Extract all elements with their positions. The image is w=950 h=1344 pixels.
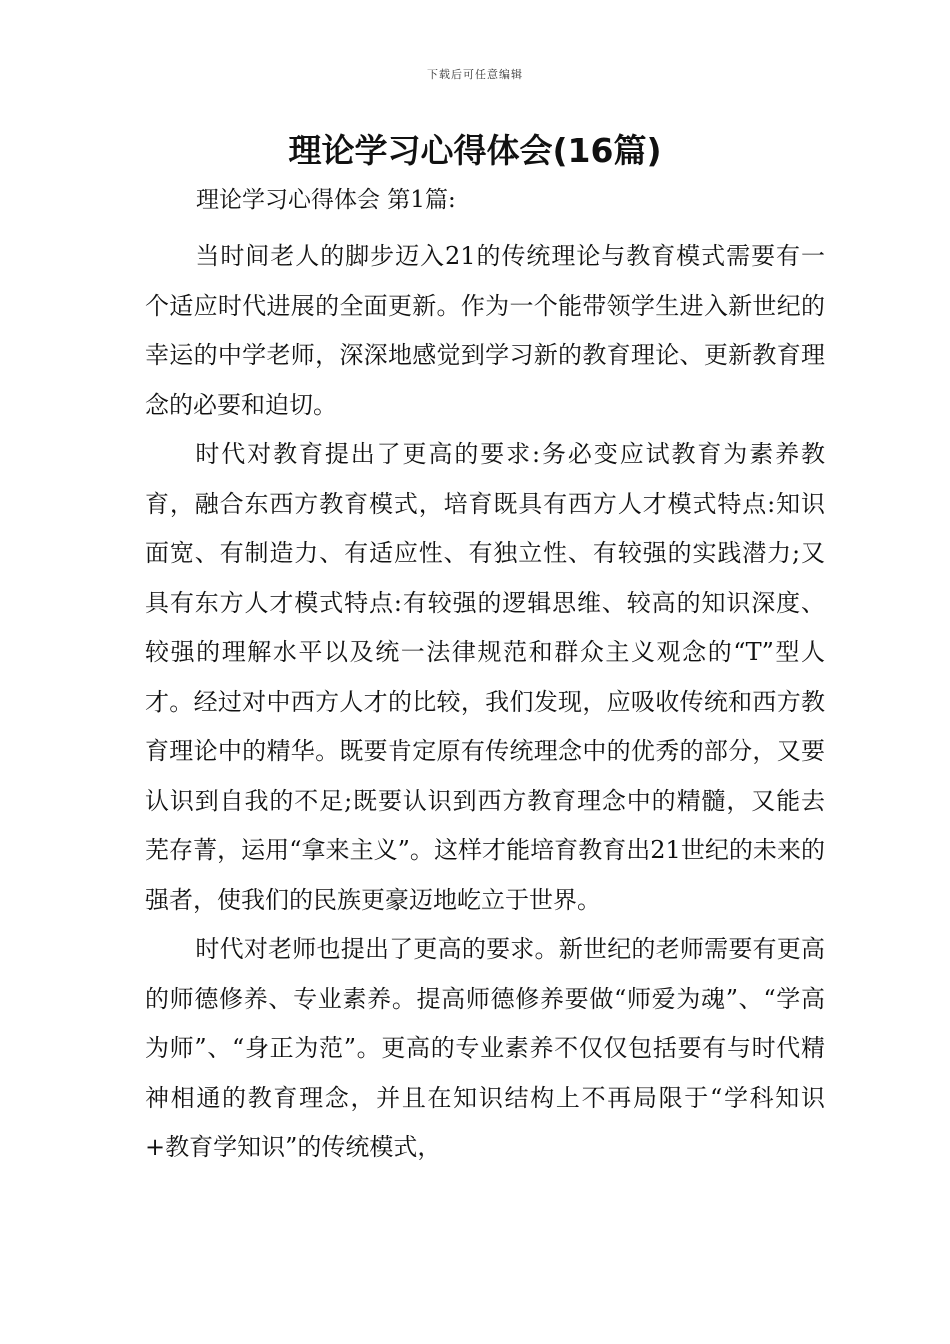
body-paragraph: 当时间老人的脚步迈入21的传统理论与教育模式需要有一个适应时代进展的全面更新。作为一个能带领学生进入新世纪的幸运的中学老师，深深地感觉到学习新的教育理论、更新教育理念的必要和迫切。 (145, 242, 825, 419)
body-paragraph: 时代对老师也提出了更高的要求。新世纪的老师需要有更高的师德修养、专业素养。提高师德修养要做“师爱为魂”、“学高为师”、“身正为范”。更高的专业素养不仅仅包括要有与时代精神相通的教育理念，并且在知识结构上不再局限于“学科知识+教育学知识”的传统模式， (145, 935, 825, 1161)
document-title: 理论学习心得体会(16篇) (288, 131, 662, 170)
section-heading: 理论学习心得体会 第1篇: (196, 187, 456, 213)
body-paragraph: 时代对教育提出了更高的要求:务必变应试教育为素养教育，融合东西方教育模式，培育既具有西方人才模式特点:知识面宽、有制造力、有适应性、有独立性、有较强的实践潜力;又具有东方人才模式特点:有较强的逻辑思维、较高的知识深度、较强的理解水平以及统一法律规范和群众主义观念的“T”型人才。经过对中西方人才的比较，我们发现，应吸收传统和西方教育理论中的精华。既要肯定原有传统理念中的优秀的部分，又要认识到自我的不足;既要认识到西方教育理念中的精髓，又能去芜存菁，运用“拿来主义”。这样才能培育教育出21世纪的未来的强者，使我们的民族更豪迈地屹立于世界。 (145, 440, 825, 914)
document-body (145, 232, 825, 1173)
page-header-note: 下载后可任意编辑 (427, 68, 523, 81)
